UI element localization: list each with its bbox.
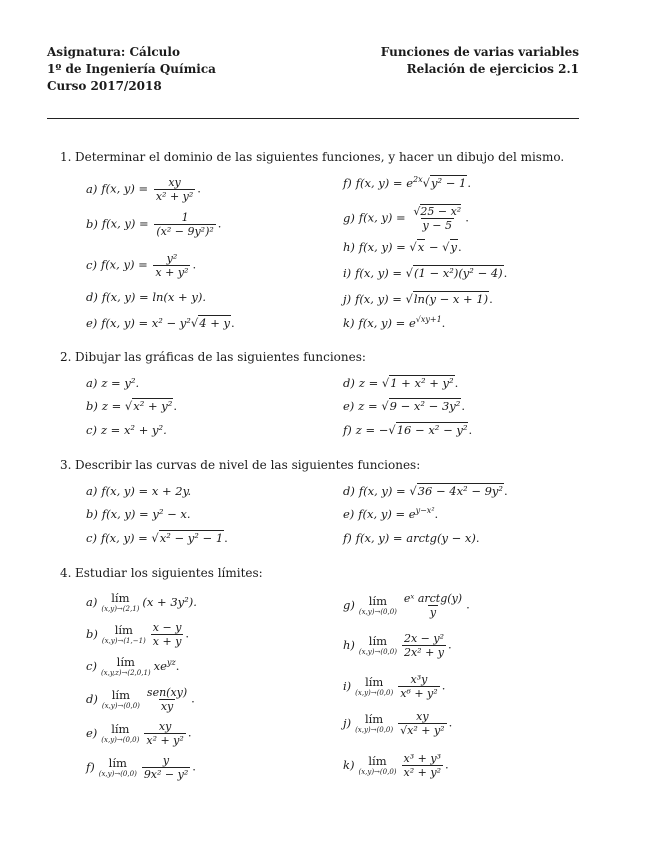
section-4-heading bbox=[60, 565, 263, 581]
item-tail: . bbox=[192, 257, 197, 272]
radicand: 36 − 4x² − 9y² bbox=[417, 484, 504, 498]
exercise-2c bbox=[86, 423, 167, 438]
item-tail: . bbox=[434, 507, 439, 521]
section-title: Determinar el dominio de las siguientes funciones, y hacer un dibujo del mismo. bbox=[75, 150, 565, 164]
exercise-1i bbox=[343, 266, 507, 281]
exercise-1g bbox=[343, 205, 469, 232]
course-info bbox=[47, 44, 216, 95]
item-label: g) bbox=[343, 210, 355, 225]
section-2-heading bbox=[60, 349, 366, 365]
item-label: e) bbox=[86, 725, 98, 740]
exponent: yz bbox=[166, 658, 176, 668]
limit-operator bbox=[101, 723, 139, 745]
item-label: j) bbox=[343, 715, 352, 730]
limit-operator bbox=[358, 755, 396, 777]
square-root bbox=[125, 399, 173, 414]
radicand: x² − y² − 1 bbox=[159, 531, 224, 545]
denominator: x² + y² bbox=[146, 734, 184, 747]
exercise-3f bbox=[343, 531, 480, 546]
numerator: y² bbox=[166, 252, 178, 265]
section-title: Estudiar los siguientes límites: bbox=[75, 566, 263, 580]
radical-sign: √ bbox=[409, 240, 417, 254]
radical-sign: √ bbox=[381, 376, 390, 390]
exercise-3c bbox=[86, 531, 228, 546]
item-lhs: f(x, y) = bbox=[355, 266, 406, 280]
item-tail: . bbox=[448, 715, 453, 730]
exponent: √xy+1 bbox=[415, 315, 442, 325]
exercise-1b bbox=[86, 211, 221, 238]
limit-subscript: (x,y,z)→(2,0,1) bbox=[100, 669, 151, 677]
limit-word: lím bbox=[116, 655, 135, 669]
square-root bbox=[409, 484, 504, 499]
exercise-1a bbox=[86, 176, 201, 203]
item-label: e) bbox=[86, 316, 98, 330]
exponent: y−x² bbox=[415, 506, 435, 516]
exercise-3e bbox=[343, 507, 438, 522]
exercise-2d bbox=[343, 376, 458, 391]
denominator: y bbox=[429, 606, 437, 619]
item-expression: f(x, y) = ln(x + y). bbox=[101, 290, 206, 304]
denominator: 2x² + y bbox=[403, 646, 445, 659]
item-tail: . bbox=[441, 678, 446, 693]
fraction bbox=[154, 211, 215, 238]
denominator: xy bbox=[160, 700, 174, 713]
item-label: g) bbox=[343, 597, 355, 612]
numerator: xy bbox=[416, 710, 429, 723]
item-lhs: f(x, y) = bbox=[100, 257, 152, 272]
item-expression: f(x, y) = x + 2y. bbox=[101, 484, 192, 498]
item-label: a) bbox=[86, 484, 98, 498]
item-label: c) bbox=[86, 423, 97, 437]
item-tail: . bbox=[187, 725, 192, 740]
radicand: (1 − x²)(y² − 4) bbox=[413, 266, 503, 280]
limit-word: lím bbox=[364, 711, 384, 726]
denominator: x⁶ + y² bbox=[400, 687, 438, 700]
item-expression: f(x, y) = arctg(y − x). bbox=[355, 531, 480, 545]
fraction bbox=[154, 176, 195, 203]
item-tail: . bbox=[224, 531, 228, 545]
item-label: d) bbox=[86, 290, 98, 304]
limit-operator bbox=[359, 595, 397, 617]
square-root bbox=[382, 376, 455, 391]
item-tail: . bbox=[503, 266, 508, 280]
radicand: 16 − x² − y² bbox=[396, 423, 468, 437]
radicand: y² − 1 bbox=[430, 176, 467, 190]
item-tail: . bbox=[441, 316, 446, 330]
denominator: x² + y² bbox=[403, 766, 441, 779]
item-lhs: f(x, y) = bbox=[358, 240, 410, 254]
exponent: 2x bbox=[413, 175, 423, 185]
radical-sign: √ bbox=[405, 266, 413, 280]
limit-word: lím bbox=[114, 622, 133, 637]
operator: − bbox=[425, 240, 443, 254]
item-tail: . bbox=[444, 757, 449, 772]
item-label: a) bbox=[86, 595, 98, 609]
numerator: xy bbox=[158, 720, 172, 733]
exercise-1c bbox=[86, 252, 196, 279]
exercise-4e bbox=[86, 720, 191, 747]
radicand: 9 − x² − 3y² bbox=[389, 399, 461, 413]
fraction bbox=[402, 752, 443, 779]
limit-subscript: (x,y)→(0,0) bbox=[98, 769, 137, 778]
limit-word: lím bbox=[365, 674, 384, 689]
sheet-topic: Funciones de varias variables bbox=[380, 45, 579, 59]
item-lhs: f(x, y) = e bbox=[358, 507, 416, 521]
radical-sign: √ bbox=[405, 292, 413, 306]
item-lhs: f(x, y) = e bbox=[355, 176, 414, 190]
course-degree: 1º de Ingeniería Química bbox=[47, 62, 216, 76]
limit-word: lím bbox=[368, 633, 388, 648]
section-number: 1. bbox=[60, 150, 72, 164]
item-expression: z = x² + y². bbox=[100, 423, 167, 437]
square-root bbox=[406, 292, 490, 307]
item-tail: . bbox=[217, 216, 222, 231]
limit-operator bbox=[101, 592, 139, 614]
item-label: a) bbox=[86, 376, 98, 390]
exercise-4j bbox=[343, 710, 452, 737]
radical-sign: √ bbox=[413, 205, 421, 218]
limit-subscript: (x,y)→(0,0) bbox=[101, 735, 140, 744]
limit-subscript: (x,y)→(0,0) bbox=[358, 647, 397, 656]
limit-subscript: (x,y)→(0,0) bbox=[358, 767, 397, 776]
item-lhs: f(x, y) = bbox=[101, 216, 153, 231]
radical-sign: √ bbox=[151, 531, 159, 545]
section-number: 4. bbox=[60, 566, 72, 580]
item-label: e) bbox=[343, 399, 355, 413]
exercise-2b bbox=[86, 399, 177, 414]
exercise-4a bbox=[86, 592, 197, 614]
exercise-1f bbox=[343, 176, 471, 191]
denominator: x + y bbox=[152, 635, 182, 648]
item-label: d) bbox=[343, 484, 355, 498]
item-label: f) bbox=[343, 423, 352, 437]
item-label: f) bbox=[343, 176, 352, 190]
item-lhs: f(x, y) = bbox=[355, 292, 406, 306]
exercise-4d bbox=[86, 686, 195, 713]
numerator: x³y bbox=[410, 673, 428, 686]
item-expression: f(x, y) = y² − x. bbox=[101, 507, 191, 521]
item-label: b) bbox=[86, 216, 98, 231]
radical-sign: √ bbox=[422, 176, 430, 190]
limit-operator bbox=[355, 676, 393, 698]
limit-operator bbox=[102, 624, 146, 646]
exercise-4g bbox=[343, 592, 470, 619]
item-label: f) bbox=[343, 531, 352, 545]
fraction bbox=[153, 252, 190, 279]
numerator bbox=[411, 205, 463, 218]
section-number: 3. bbox=[60, 458, 72, 472]
square-root bbox=[191, 316, 231, 331]
limit-subscript: (x,y)→(2,1) bbox=[101, 605, 140, 613]
denominator: y − 5 bbox=[422, 219, 452, 232]
exercise-4i bbox=[343, 673, 445, 700]
item-label: a) bbox=[86, 181, 98, 196]
radicand: 4 + y bbox=[199, 316, 231, 330]
square-root bbox=[423, 176, 468, 191]
item-tail: . bbox=[197, 181, 201, 196]
limit-subscript: (x,y)→(0,0) bbox=[358, 607, 397, 616]
limit-subscript: (x,y)→(0,0) bbox=[355, 688, 394, 697]
numerator: y bbox=[162, 754, 170, 767]
limit-operator bbox=[102, 689, 140, 711]
radicand: y bbox=[450, 240, 457, 254]
item-tail: . bbox=[489, 292, 493, 306]
section-number: 2. bbox=[60, 350, 72, 364]
limit-operator bbox=[359, 635, 397, 657]
square-root bbox=[381, 399, 461, 414]
exercise-1k bbox=[343, 316, 445, 331]
exercise-4k bbox=[343, 752, 449, 779]
item-label: c) bbox=[86, 257, 97, 272]
item-tail: . bbox=[466, 597, 470, 612]
radical-sign: √ bbox=[409, 484, 417, 498]
exercise-1e bbox=[86, 316, 235, 331]
item-lhs: f(x, y) = bbox=[101, 181, 152, 196]
fraction bbox=[398, 673, 439, 700]
item-label: f) bbox=[86, 759, 95, 774]
limit-operator bbox=[101, 656, 151, 678]
item-label: h) bbox=[343, 637, 355, 652]
item-lhs: f(x, y) = x² − y² bbox=[101, 316, 191, 330]
square-root bbox=[409, 240, 425, 255]
fraction bbox=[144, 720, 185, 747]
square-root bbox=[406, 266, 504, 281]
denominator: x² + y² bbox=[155, 190, 194, 203]
exercise-1j bbox=[343, 292, 493, 307]
sheet-title: Relación de ejercicios 2.1 bbox=[406, 62, 579, 76]
fraction bbox=[402, 592, 464, 619]
exercise-2a bbox=[86, 376, 139, 391]
section-title: Dibujar las gráficas de las siguientes funciones: bbox=[75, 350, 366, 364]
item-tail: . bbox=[468, 423, 473, 437]
limit-body: (x + 3y²). bbox=[142, 595, 197, 609]
item-label: c) bbox=[86, 531, 97, 545]
numerator: sen(xy) bbox=[146, 686, 188, 699]
item-label: d) bbox=[343, 376, 355, 390]
item-label: c) bbox=[86, 659, 97, 673]
denominator bbox=[398, 723, 446, 737]
section-title: Describir las curvas de nivel de las siguientes funciones: bbox=[75, 458, 421, 472]
exercise-3b bbox=[86, 507, 191, 522]
limit-body: xe bbox=[153, 659, 167, 673]
exercise-1h bbox=[343, 240, 462, 255]
item-tail: . bbox=[191, 691, 195, 706]
item-lhs: f(x, y) = bbox=[100, 531, 152, 545]
radicand: x² + y² bbox=[407, 724, 445, 737]
item-lhs: z = − bbox=[355, 423, 389, 437]
exercise-3a bbox=[86, 484, 191, 499]
limit-word: lím bbox=[111, 687, 131, 702]
limit-word: lím bbox=[111, 721, 130, 736]
fraction bbox=[402, 632, 446, 659]
item-tail: . bbox=[185, 626, 190, 641]
item-label: i) bbox=[343, 678, 352, 693]
item-label: b) bbox=[86, 507, 98, 521]
fraction bbox=[142, 754, 190, 781]
limit-operator bbox=[99, 757, 137, 779]
limit-operator bbox=[355, 713, 393, 735]
item-lhs: z = bbox=[101, 399, 125, 413]
item-label: d) bbox=[86, 691, 98, 706]
exercise-2e bbox=[343, 399, 465, 414]
item-tail: . bbox=[454, 376, 459, 390]
section-1-heading bbox=[60, 149, 564, 165]
fraction bbox=[151, 621, 184, 648]
limit-subscript: (x,y)→(0,0) bbox=[355, 725, 394, 734]
numerator: 1 bbox=[181, 211, 189, 224]
item-lhs: f(x, y) = e bbox=[358, 316, 416, 330]
item-tail: . bbox=[175, 659, 180, 673]
limit-word: lím bbox=[368, 753, 387, 768]
numerator: eˣ arctg(y) bbox=[403, 592, 463, 605]
limit-word: lím bbox=[368, 593, 388, 608]
numerator: x³ + y³ bbox=[403, 752, 441, 765]
radical-sign: √ bbox=[442, 240, 450, 254]
exercise-4b bbox=[86, 621, 189, 648]
denominator: x + y² bbox=[155, 266, 189, 279]
item-label: b) bbox=[86, 399, 98, 413]
radicand: ln(y − x + 1) bbox=[413, 292, 489, 306]
item-tail: . bbox=[467, 176, 471, 190]
radical-sign: √ bbox=[190, 316, 199, 330]
item-lhs: z = bbox=[358, 376, 382, 390]
item-tail: . bbox=[192, 759, 196, 774]
radicand: 25 − x² bbox=[420, 205, 462, 218]
numerator: xy bbox=[168, 176, 181, 189]
item-tail: . bbox=[231, 316, 235, 330]
item-lhs: z = bbox=[358, 399, 382, 413]
exercise-3d bbox=[343, 484, 508, 499]
radicand: 1 + x² + y² bbox=[390, 376, 454, 390]
item-label: i) bbox=[343, 266, 352, 280]
radical-sign: √ bbox=[124, 399, 133, 413]
exercise-4f bbox=[86, 754, 196, 781]
item-lhs: f(x, y) = bbox=[358, 484, 410, 498]
item-label: k) bbox=[343, 316, 355, 330]
item-tail: . bbox=[465, 210, 469, 225]
radicand: x² + y² bbox=[133, 399, 173, 413]
denominator: (x² − 9y²)² bbox=[156, 225, 214, 238]
fraction bbox=[411, 205, 463, 232]
exercise-4c bbox=[86, 656, 179, 678]
sheet-info bbox=[381, 44, 579, 78]
section-3-heading bbox=[60, 457, 420, 473]
radical-sign: √ bbox=[400, 724, 408, 737]
limit-word: lím bbox=[108, 755, 127, 770]
limit-subscript: (x,y)→(1,−1) bbox=[101, 636, 146, 645]
numerator: x − y bbox=[152, 621, 182, 634]
item-tail: . bbox=[173, 399, 178, 413]
item-tail: . bbox=[504, 484, 508, 498]
exercise-2f bbox=[343, 423, 472, 438]
square-root bbox=[388, 423, 468, 438]
item-tail: . bbox=[461, 399, 466, 413]
course-subject: Asignatura: Cálculo bbox=[47, 45, 180, 59]
item-expression: z = y². bbox=[101, 376, 140, 390]
item-label: e) bbox=[343, 507, 355, 521]
item-tail: . bbox=[448, 637, 452, 652]
square-root bbox=[442, 240, 458, 255]
item-label: k) bbox=[343, 757, 355, 772]
exercise-1d bbox=[86, 290, 206, 305]
radicand: x bbox=[417, 240, 425, 254]
numerator: 2x − y² bbox=[403, 632, 445, 645]
course-year: Curso 2017/2018 bbox=[47, 79, 162, 93]
header-divider bbox=[47, 118, 579, 119]
fraction bbox=[145, 686, 189, 713]
limit-word: lím bbox=[111, 591, 130, 605]
fraction bbox=[398, 710, 446, 737]
item-tail: . bbox=[458, 240, 462, 254]
item-label: j) bbox=[343, 292, 352, 306]
limit-subscript: (x,y)→(0,0) bbox=[101, 701, 140, 710]
exercise-4h bbox=[343, 632, 452, 659]
square-root bbox=[151, 531, 224, 546]
item-label: h) bbox=[343, 240, 355, 254]
denominator: 9x² − y² bbox=[143, 768, 189, 781]
radical-sign: √ bbox=[381, 399, 389, 413]
item-label: b) bbox=[86, 626, 98, 641]
item-lhs: f(x, y) = bbox=[358, 210, 410, 225]
radical-sign: √ bbox=[388, 423, 396, 437]
